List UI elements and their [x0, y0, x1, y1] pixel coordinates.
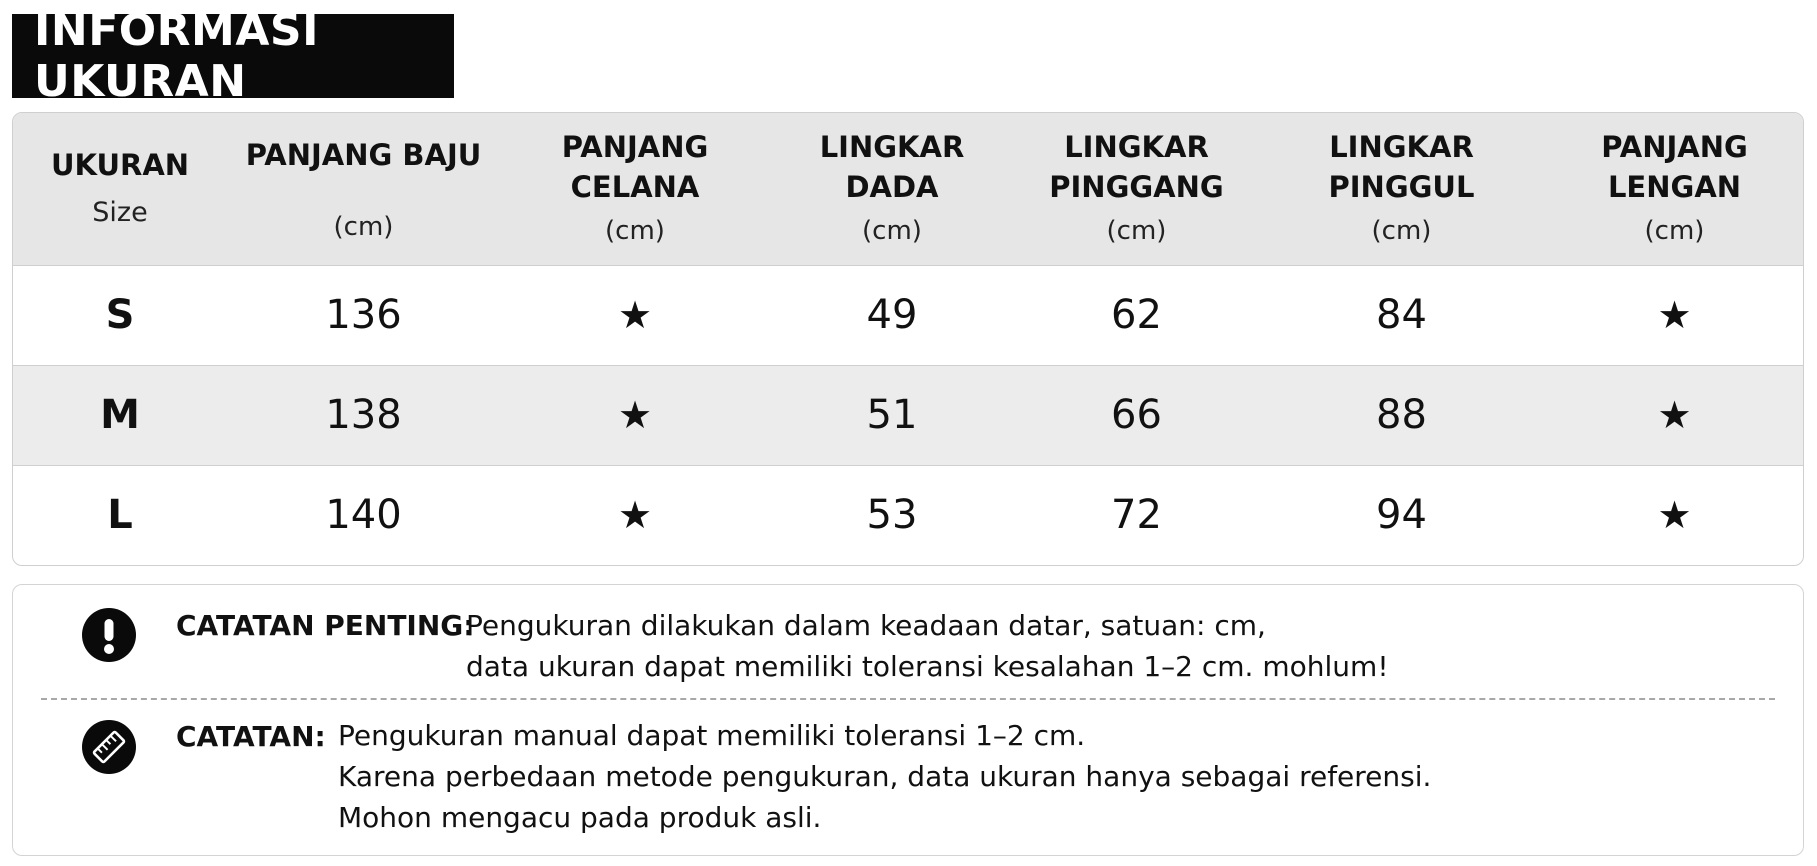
page-title [12, 5, 454, 107]
table-row [13, 365, 1804, 465]
lingkar-pinggang-cell: 66 [1111, 392, 1162, 438]
general-note-line: Karena perbedaan metode pengukuran, data ukuran hanya sebagai referensi. [338, 760, 1432, 793]
lingkar-dada-cell: 49 [866, 292, 918, 338]
size-table-card [12, 112, 1804, 566]
lingkar-pinggul-cell: 88 [1376, 392, 1427, 438]
general-note-line: Mohon mengacu pada produk asli. [338, 801, 822, 834]
lingkar-pinggang-cell: 72 [1111, 492, 1162, 539]
header-unit: (cm) [1106, 215, 1167, 246]
lingkar-pinggang-cell: 62 [1111, 292, 1162, 338]
panjang-lengan-cell: ★ [1657, 493, 1692, 538]
size-cell: L [107, 492, 133, 539]
header-panjang-celana: PANJANG CELANA (cm) [500, 113, 770, 265]
panjang-celana-cell: ★ [617, 293, 653, 337]
notes-card [12, 584, 1804, 856]
header-lingkar-pinggang: LINGKAR PINGGANG (cm) [1014, 113, 1259, 265]
header-lingkar-dada: LINGKAR DADA (cm) [770, 113, 1014, 265]
header-unit: (cm) [333, 212, 394, 242]
exclamation-icon-svg [82, 608, 136, 662]
lingkar-pinggul-cell: 84 [1376, 292, 1427, 338]
panjang-lengan-cell: ★ [1657, 293, 1692, 337]
table-row [13, 465, 1804, 565]
ruler-icon-svg [82, 720, 136, 774]
header-lingkar-pinggul: LINGKAR PINGGUL (cm) [1259, 113, 1544, 265]
lingkar-dada-cell: 51 [866, 392, 918, 438]
panjang-baju-cell: 136 [325, 292, 402, 338]
header-panjang-baju: PANJANG BAJU (cm) [227, 113, 500, 265]
panjang-celana-cell: ★ [617, 393, 653, 437]
header-panjang-lengan: PANJANG LENGAN (cm) [1544, 113, 1804, 265]
page-title-text: INFORMASI UKURAN [34, 5, 319, 107]
header-ukuran-sub: Size [92, 196, 148, 228]
table-header-row [13, 113, 1804, 265]
header-unit: (cm) [1644, 215, 1705, 246]
important-note-line: data ukuran dapat memiliki toleransi kesalahan 1–2 cm. mohlum! [466, 650, 1389, 683]
ruler-icon [82, 720, 136, 774]
header-unit: (cm) [1371, 215, 1432, 246]
header-unit: (cm) [605, 215, 665, 246]
header-unit: (cm) [862, 215, 922, 246]
panjang-lengan-cell: ★ [1657, 393, 1692, 437]
general-note-label: CATATAN: [176, 720, 326, 753]
panjang-baju-cell: 140 [325, 492, 402, 539]
dashed-divider [41, 698, 1775, 700]
lingkar-pinggul-cell: 94 [1376, 492, 1427, 539]
panjang-celana-cell: ★ [617, 493, 653, 538]
lingkar-dada-cell: 53 [866, 492, 918, 539]
exclamation-icon [82, 608, 136, 662]
size-cell: S [105, 292, 135, 338]
header-ukuran: UKURAN Size [13, 113, 227, 265]
table-row [13, 265, 1804, 365]
important-note-line: Pengukuran dilakukan dalam keadaan datar, satuan: cm, [466, 609, 1266, 642]
general-note-line: Pengukuran manual dapat memiliki toleransi 1–2 cm. [338, 719, 1086, 752]
panjang-baju-cell: 138 [325, 392, 402, 438]
size-cell: M [100, 392, 140, 438]
important-note-label: CATATAN PENTING: [176, 609, 475, 642]
size-table [13, 113, 1804, 565]
